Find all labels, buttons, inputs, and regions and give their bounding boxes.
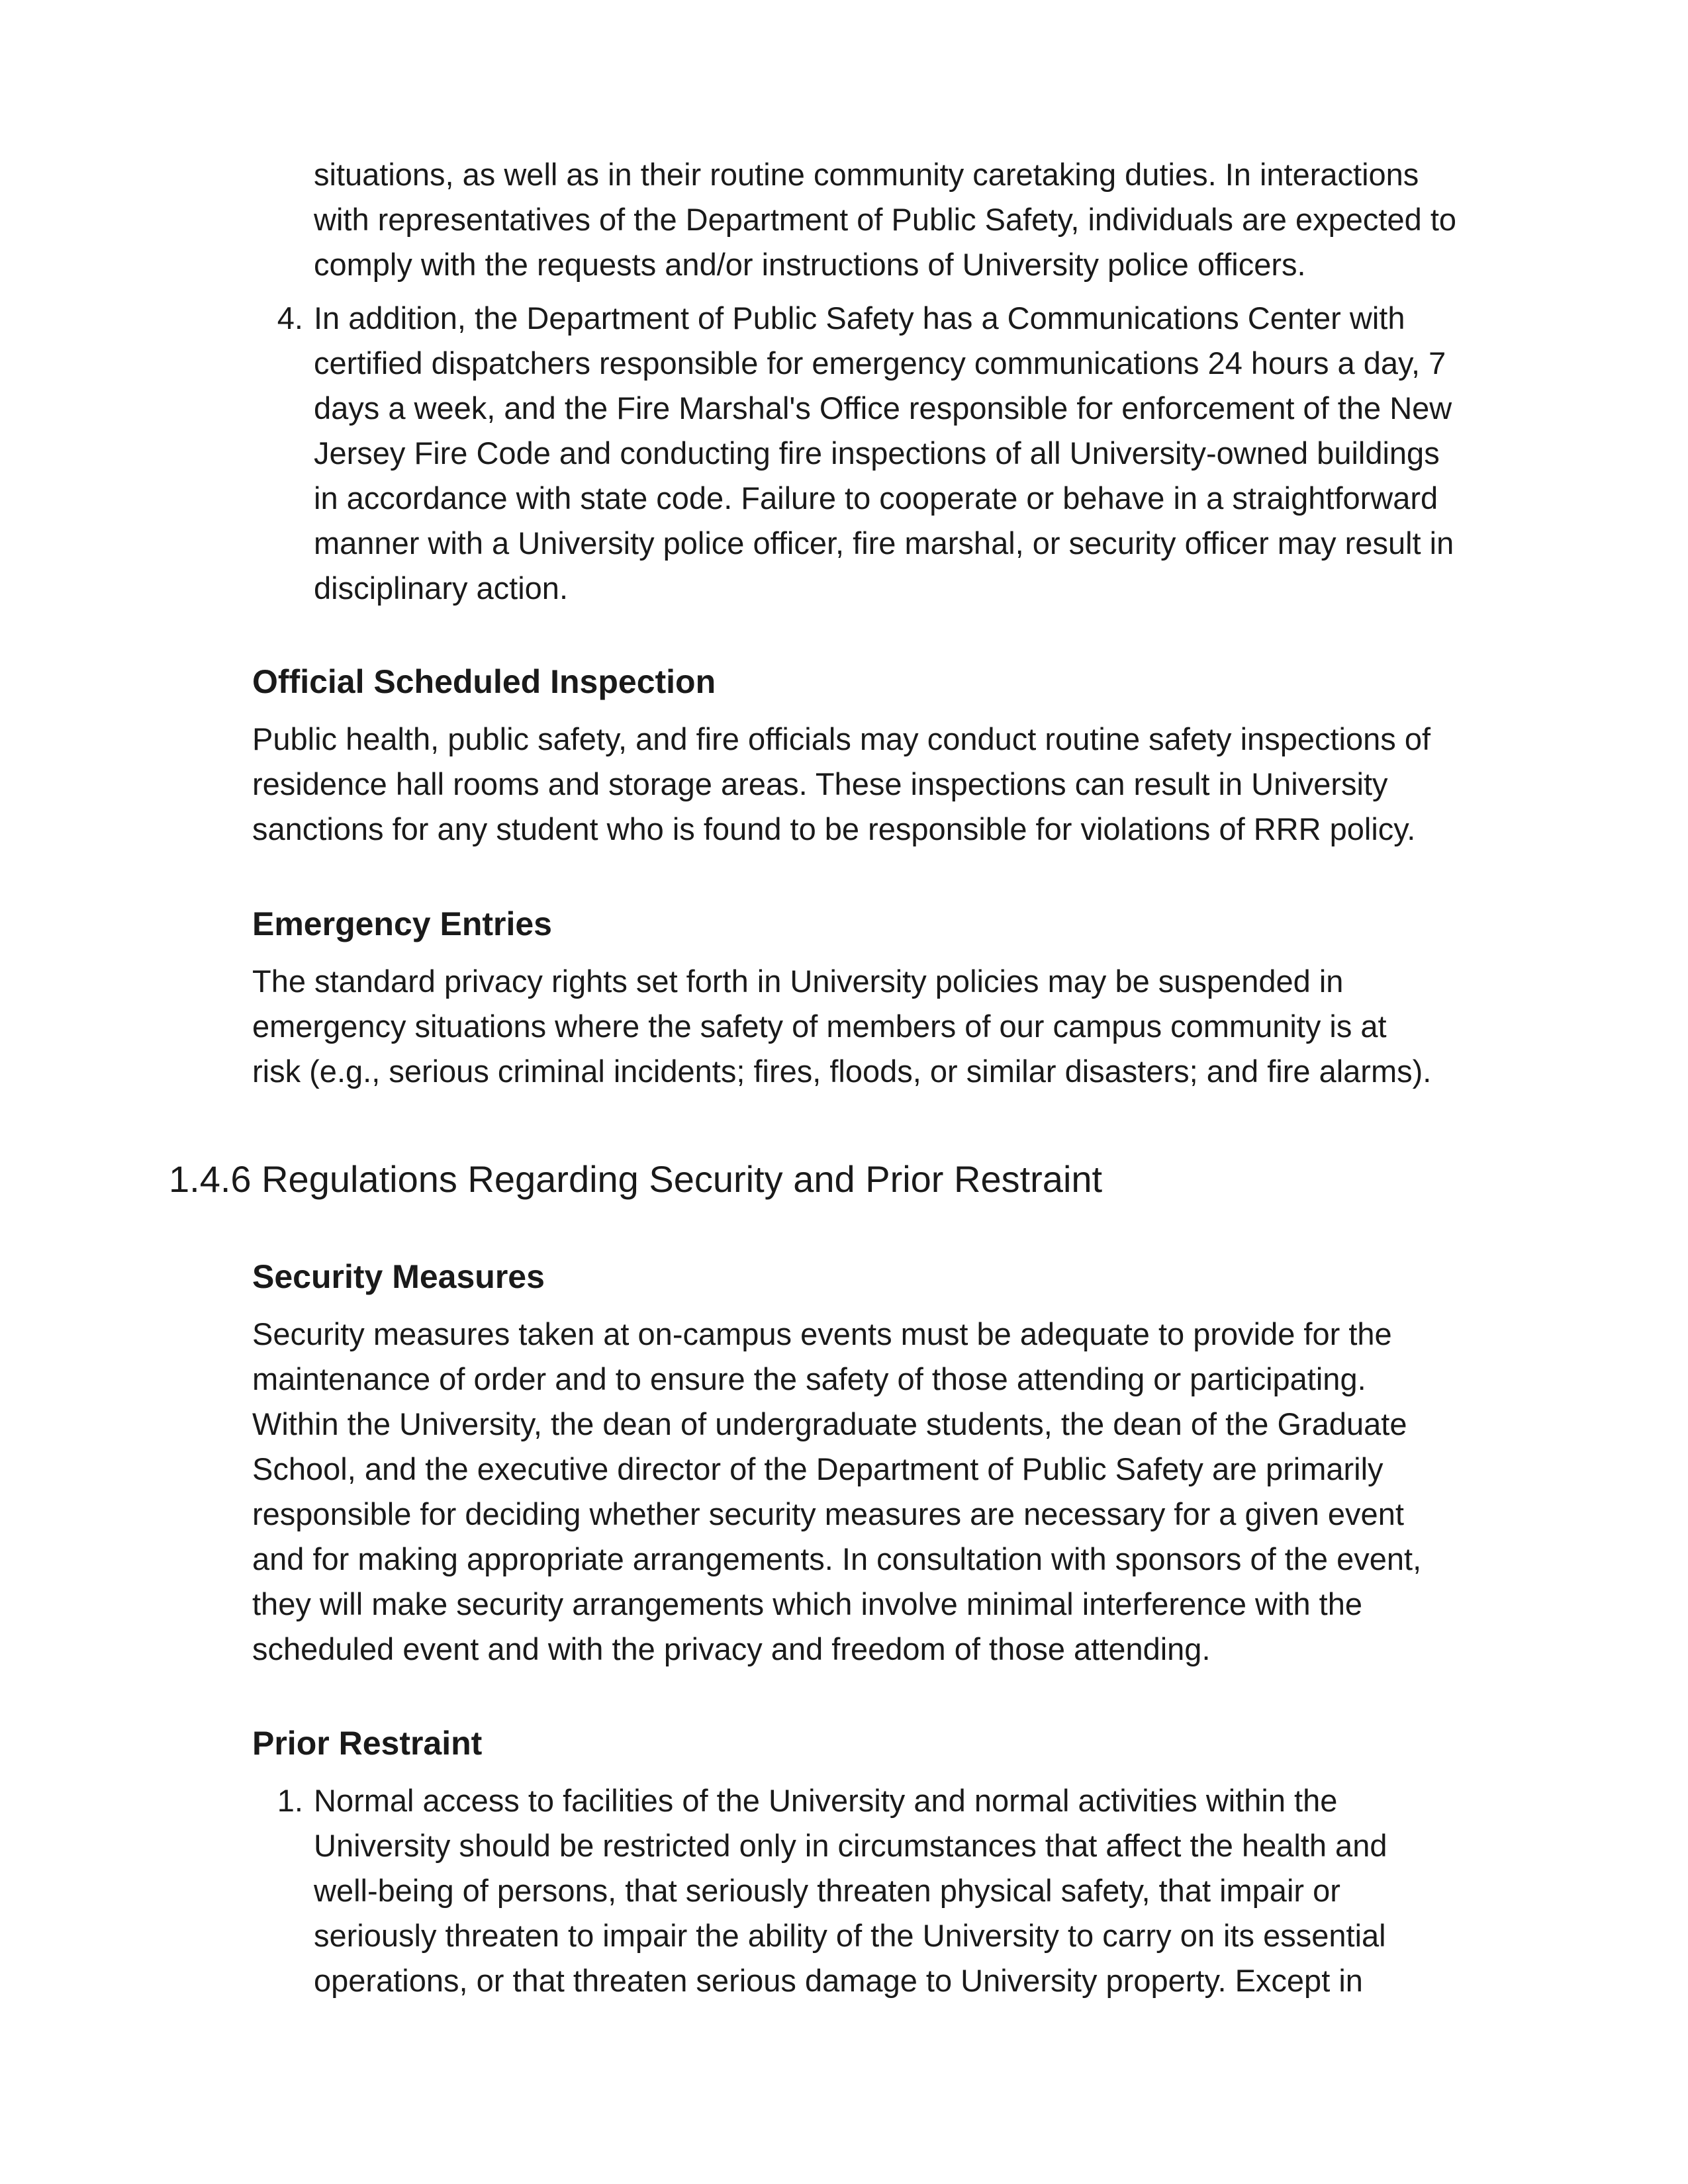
text-line: Within the University, the dean of undergraduate students, the dean of the Graduate (252, 1406, 1407, 1441)
list-item-number: 4. (277, 300, 303, 336)
subheading-official-scheduled-inspection: Official Scheduled Inspection (252, 663, 716, 700)
text-line: in accordance with state code. Failure to cooperate or behave in a straightforward (314, 480, 1438, 516)
text-line: disciplinary action. (314, 570, 569, 606)
subheading-security-measures: Security Measures (252, 1258, 545, 1295)
text-line: well-being of persons, that seriously threaten physical safety, that impair or (314, 1873, 1340, 1908)
text-line: sanctions for any student who is found to be responsible for violations of RRR policy. (252, 811, 1416, 846)
text-line: manner with a University police officer, fire marshal, or security officer may result in (314, 525, 1454, 561)
text-line: responsible for deciding whether security measures are necessary for a given event (252, 1496, 1404, 1531)
text-line: comply with the requests and/or instructions of University police officers. (314, 247, 1306, 282)
text-line: they will make security arrangements which involve minimal interference with the (252, 1586, 1363, 1621)
list-item-number: 1. (277, 1783, 303, 1818)
text-line: maintenance of order and to ensure the safety of those attending or participating. (252, 1361, 1366, 1396)
text-line: emergency situations where the safety of members of our campus community is at (252, 1009, 1387, 1044)
subheading-prior-restraint: Prior Restraint (252, 1725, 483, 1762)
text-line: with representatives of the Department of Public Safety, individuals are expected to (314, 202, 1457, 237)
subheading-emergency-entries: Emergency Entries (252, 905, 552, 942)
text-line: Jersey Fire Code and conducting fire inspections of all University-owned buildings (314, 435, 1440, 471)
text-line: University should be restricted only in circumstances that affect the health and (314, 1828, 1387, 1863)
text-line: Normal access to facilities of the University and normal activities within the (314, 1783, 1338, 1818)
text-line: situations, as well as in their routine community caretaking duties. In interactions (314, 157, 1419, 192)
text-line: days a week, and the Fire Marshal's Office responsible for enforcement of the New (314, 390, 1452, 426)
text-line: School, and the executive director of the Department of Public Safety are primarily (252, 1451, 1383, 1486)
text-line: risk (e.g., serious criminal incidents; fires, floods, or similar disasters; and fire alarms). (252, 1054, 1432, 1089)
text-line: Public health, public safety, and fire officials may conduct routine safety inspections of (252, 721, 1431, 756)
text-line: residence hall rooms and storage areas. These inspections can result in University (252, 766, 1388, 801)
text-line: scheduled event and with the privacy and freedom of those attending. (252, 1631, 1211, 1666)
text-line: operations, or that threaten serious damage to University property. Except in (314, 1963, 1363, 1998)
text-line: In addition, the Department of Public Safety has a Communications Center with (314, 300, 1405, 336)
text-line: The standard privacy rights set forth in University policies may be suspended in (252, 964, 1344, 999)
text-line: and for making appropriate arrangements. In consultation with sponsors of the event, (252, 1541, 1422, 1576)
text-line: Security measures taken at on-campus events must be adequate to provide for the (252, 1316, 1392, 1351)
text-line: certified dispatchers responsible for emergency communications 24 hours a day, 7 (314, 345, 1446, 381)
section-heading-1-4-6: 1.4.6 Regulations Regarding Security and Prior Restraint (169, 1158, 1103, 1200)
text-line: seriously threaten to impair the ability of the University to carry on its essential (314, 1918, 1386, 1953)
